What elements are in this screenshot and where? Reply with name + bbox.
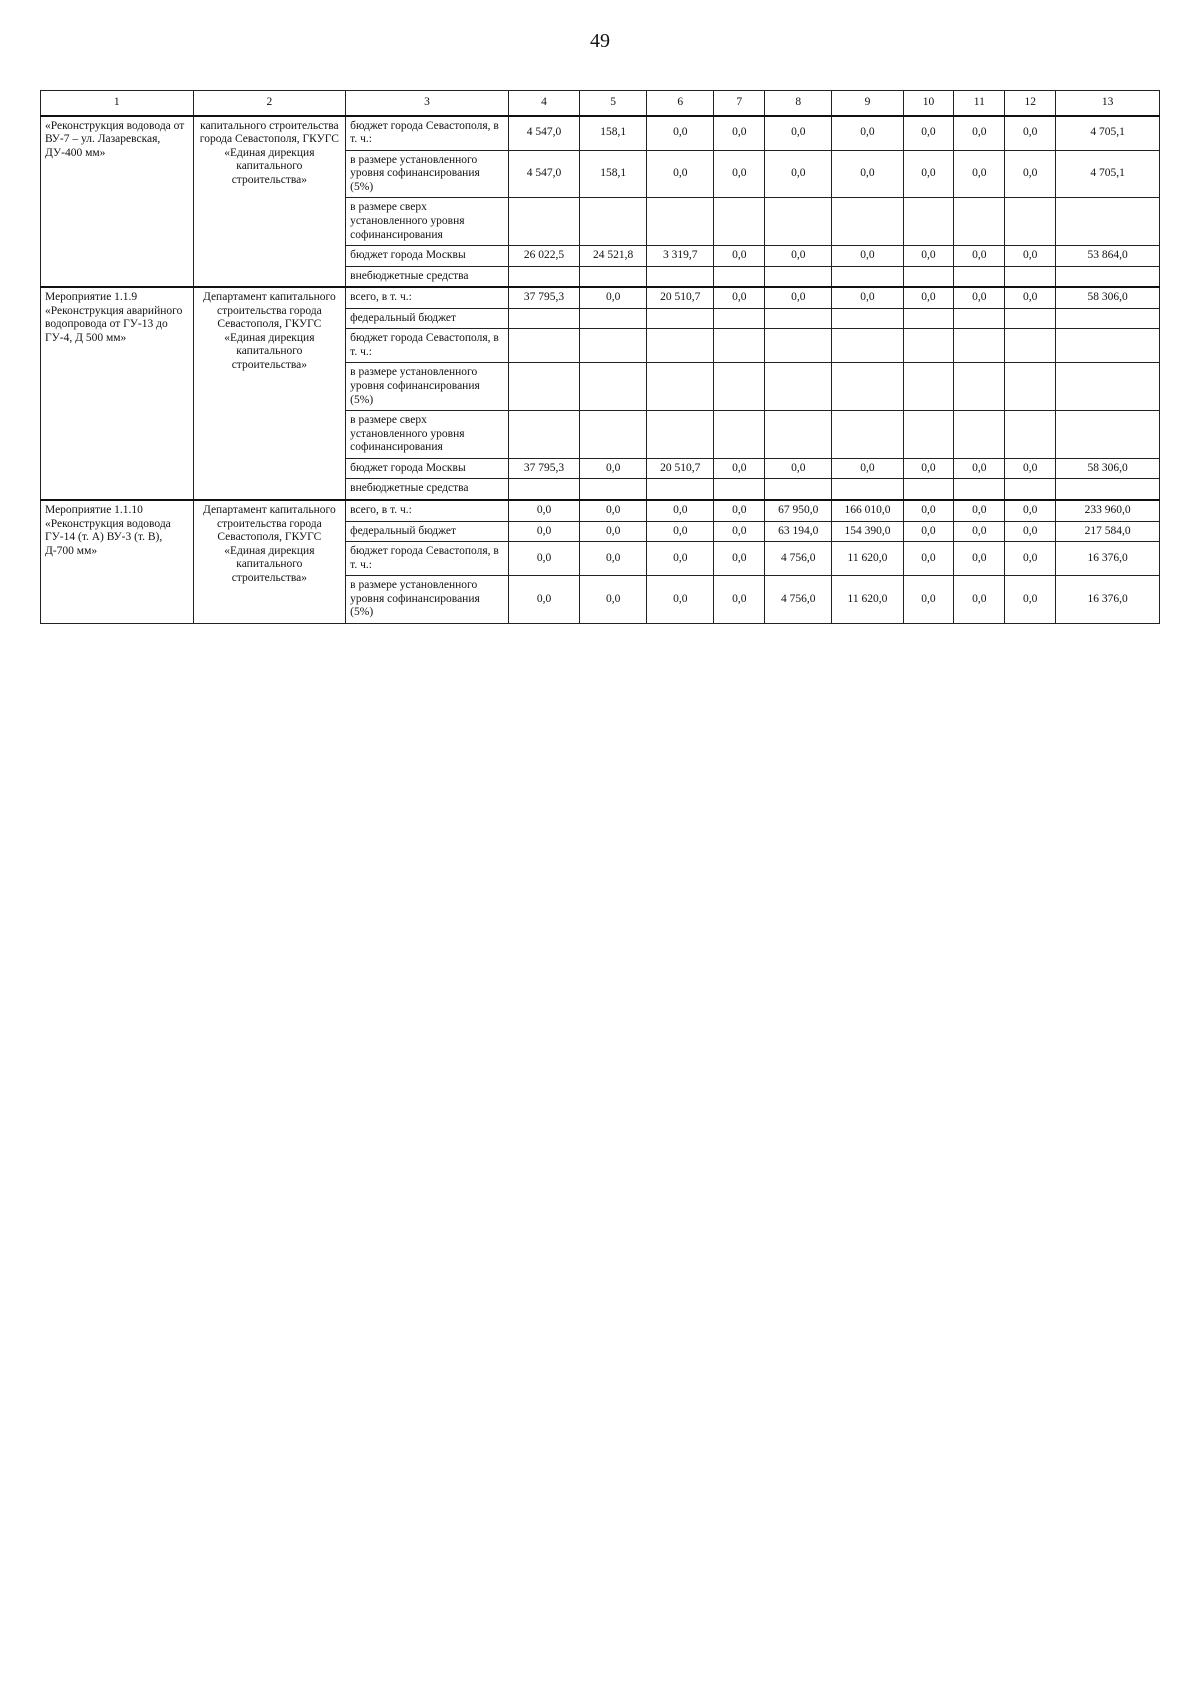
- amount-cell: 58 306,0: [1056, 287, 1160, 308]
- funding-source-cell: в размере установленного уровня софинансирования (5%): [346, 150, 509, 198]
- amount-cell: 0,0: [954, 116, 1005, 151]
- amount-cell: 0,0: [1005, 521, 1056, 542]
- amount-cell: 0,0: [508, 521, 579, 542]
- amount-cell: 0,0: [1005, 576, 1056, 624]
- amount-cell: 158,1: [580, 150, 647, 198]
- amount-cell: [714, 329, 765, 363]
- amount-cell: 0,0: [580, 500, 647, 521]
- amount-cell: 63 194,0: [765, 521, 832, 542]
- amount-cell: 0,0: [1005, 542, 1056, 576]
- amount-cell: 0,0: [954, 521, 1005, 542]
- amount-cell: 0,0: [832, 458, 903, 479]
- column-number-header: 11: [954, 91, 1005, 116]
- amount-cell: [714, 198, 765, 246]
- amount-cell: [765, 411, 832, 459]
- amount-cell: 37 795,3: [508, 458, 579, 479]
- column-number-row: [41, 91, 1160, 116]
- amount-cell: [508, 363, 579, 411]
- amount-cell: 217 584,0: [1056, 521, 1160, 542]
- amount-cell: 0,0: [714, 246, 765, 267]
- amount-cell: [903, 411, 954, 459]
- amount-cell: 20 510,7: [647, 458, 714, 479]
- amount-cell: [508, 266, 579, 287]
- amount-cell: 233 960,0: [1056, 500, 1160, 521]
- amount-cell: 0,0: [1005, 287, 1056, 308]
- amount-cell: 0,0: [1005, 246, 1056, 267]
- amount-cell: 0,0: [647, 542, 714, 576]
- funding-source-cell: внебюджетные средства: [346, 479, 509, 500]
- amount-cell: [647, 198, 714, 246]
- amount-cell: 0,0: [903, 576, 954, 624]
- amount-cell: 0,0: [954, 576, 1005, 624]
- amount-cell: [1056, 363, 1160, 411]
- amount-cell: [647, 479, 714, 500]
- amount-cell: 26 022,5: [508, 246, 579, 267]
- column-number-header: 9: [832, 91, 903, 116]
- amount-cell: [1005, 411, 1056, 459]
- amount-cell: 0,0: [954, 246, 1005, 267]
- amount-cell: [508, 411, 579, 459]
- column-number-header: 7: [714, 91, 765, 116]
- amount-cell: 0,0: [714, 576, 765, 624]
- amount-cell: 0,0: [647, 150, 714, 198]
- amount-cell: 0,0: [580, 576, 647, 624]
- amount-cell: 0,0: [714, 542, 765, 576]
- amount-cell: 0,0: [580, 458, 647, 479]
- amount-cell: [1005, 308, 1056, 329]
- amount-cell: [832, 479, 903, 500]
- amount-cell: [954, 411, 1005, 459]
- amount-cell: 4 705,1: [1056, 150, 1160, 198]
- amount-cell: 0,0: [714, 458, 765, 479]
- column-number-header: 12: [1005, 91, 1056, 116]
- amount-cell: 0,0: [647, 116, 714, 151]
- amount-cell: 0,0: [903, 246, 954, 267]
- amount-cell: 0,0: [580, 521, 647, 542]
- column-number-header: 6: [647, 91, 714, 116]
- amount-cell: [1056, 266, 1160, 287]
- amount-cell: [903, 308, 954, 329]
- amount-cell: 0,0: [903, 542, 954, 576]
- amount-cell: [765, 308, 832, 329]
- amount-cell: [647, 411, 714, 459]
- amount-cell: 0,0: [647, 521, 714, 542]
- amount-cell: [954, 329, 1005, 363]
- amount-cell: [954, 479, 1005, 500]
- amount-cell: [714, 411, 765, 459]
- amount-cell: [647, 266, 714, 287]
- amount-cell: [765, 198, 832, 246]
- amount-cell: 0,0: [1005, 150, 1056, 198]
- amount-cell: 0,0: [1005, 458, 1056, 479]
- column-number-header: 3: [346, 91, 509, 116]
- funding-source-cell: в размере сверх установленного уровня софинансирования: [346, 411, 509, 459]
- table-row: [41, 500, 1160, 521]
- amount-cell: 0,0: [580, 542, 647, 576]
- amount-cell: 0,0: [903, 150, 954, 198]
- funding-source-cell: бюджет города Севастополя, в т. ч.:: [346, 116, 509, 151]
- funding-source-cell: в размере установленного уровня софинансирования (5%): [346, 363, 509, 411]
- amount-cell: [580, 308, 647, 329]
- table-row: [41, 116, 1160, 151]
- table-row: [41, 287, 1160, 308]
- executor-cell: капитального строительства города Севастополя, ГКУГС «Единая дирекция капитального строительства»: [193, 116, 346, 288]
- amount-cell: [765, 363, 832, 411]
- amount-cell: 4 705,1: [1056, 116, 1160, 151]
- amount-cell: [1005, 479, 1056, 500]
- column-number-header: 13: [1056, 91, 1160, 116]
- amount-cell: [1056, 198, 1160, 246]
- amount-cell: 16 376,0: [1056, 542, 1160, 576]
- amount-cell: [1056, 308, 1160, 329]
- amount-cell: [832, 411, 903, 459]
- amount-cell: 0,0: [647, 576, 714, 624]
- amount-cell: 0,0: [832, 116, 903, 151]
- amount-cell: 20 510,7: [647, 287, 714, 308]
- amount-cell: 0,0: [765, 150, 832, 198]
- amount-cell: 16 376,0: [1056, 576, 1160, 624]
- amount-cell: 0,0: [1005, 500, 1056, 521]
- amount-cell: 0,0: [954, 500, 1005, 521]
- amount-cell: [1005, 363, 1056, 411]
- column-number-header: 5: [580, 91, 647, 116]
- amount-cell: [508, 479, 579, 500]
- page-number: 49: [590, 30, 610, 52]
- amount-cell: 53 864,0: [1056, 246, 1160, 267]
- amount-cell: [714, 266, 765, 287]
- amount-cell: 0,0: [714, 116, 765, 151]
- amount-cell: [580, 198, 647, 246]
- amount-cell: 0,0: [903, 458, 954, 479]
- amount-cell: 166 010,0: [832, 500, 903, 521]
- amount-cell: 0,0: [954, 150, 1005, 198]
- amount-cell: [1005, 266, 1056, 287]
- amount-cell: [765, 479, 832, 500]
- executor-cell: Департамент капитального строительства города Севастополя, ГКУГС «Единая дирекция капитального строительства»: [193, 287, 346, 500]
- amount-cell: 0,0: [714, 287, 765, 308]
- amount-cell: [580, 329, 647, 363]
- amount-cell: 154 390,0: [832, 521, 903, 542]
- amount-cell: 11 620,0: [832, 542, 903, 576]
- amount-cell: [954, 363, 1005, 411]
- amount-cell: 0,0: [765, 246, 832, 267]
- funding-source-cell: бюджет города Москвы: [346, 246, 509, 267]
- amount-cell: 11 620,0: [832, 576, 903, 624]
- amount-cell: 67 950,0: [765, 500, 832, 521]
- amount-cell: [1005, 198, 1056, 246]
- amount-cell: [580, 411, 647, 459]
- amount-cell: 0,0: [832, 150, 903, 198]
- amount-cell: 4 547,0: [508, 116, 579, 151]
- amount-cell: 4 756,0: [765, 542, 832, 576]
- amount-cell: [903, 266, 954, 287]
- amount-cell: [647, 329, 714, 363]
- measure-name-cell: «Реконструкция водовода от ВУ-7 – ул. Лазаревская, ДУ-400 мм»: [41, 116, 194, 288]
- column-number-header: 4: [508, 91, 579, 116]
- amount-cell: [954, 266, 1005, 287]
- amount-cell: 3 319,7: [647, 246, 714, 267]
- amount-cell: 0,0: [508, 542, 579, 576]
- amount-cell: [1056, 411, 1160, 459]
- funding-source-cell: в размере сверх установленного уровня софинансирования: [346, 198, 509, 246]
- amount-cell: [1005, 329, 1056, 363]
- funding-source-cell: бюджет города Севастополя, в т. ч.:: [346, 542, 509, 576]
- amount-cell: [832, 363, 903, 411]
- amount-cell: 0,0: [765, 287, 832, 308]
- amount-cell: [954, 308, 1005, 329]
- amount-cell: 37 795,3: [508, 287, 579, 308]
- funding-source-cell: всего, в т. ч.:: [346, 500, 509, 521]
- amount-cell: 0,0: [714, 500, 765, 521]
- amount-cell: 4 756,0: [765, 576, 832, 624]
- amount-cell: [903, 198, 954, 246]
- amount-cell: [1056, 329, 1160, 363]
- column-number-header: 10: [903, 91, 954, 116]
- amount-cell: [714, 363, 765, 411]
- amount-cell: [647, 308, 714, 329]
- amount-cell: 58 306,0: [1056, 458, 1160, 479]
- measure-name-cell: Мероприятие 1.1.9 «Реконструкция аварийного водопровода от ГУ-13 до ГУ-4, Д 500 мм»: [41, 287, 194, 500]
- column-number-header: 2: [193, 91, 346, 116]
- executor-cell: Департамент капитального строительства города Севастополя, ГКУГС «Единая дирекция капитального строительства»: [193, 500, 346, 623]
- funding-source-cell: внебюджетные средства: [346, 266, 509, 287]
- amount-cell: 24 521,8: [580, 246, 647, 267]
- amount-cell: [903, 479, 954, 500]
- amount-cell: 0,0: [954, 287, 1005, 308]
- amount-cell: [508, 308, 579, 329]
- table-body: [41, 116, 1160, 624]
- amount-cell: 0,0: [903, 287, 954, 308]
- funding-source-cell: в размере установленного уровня софинансирования (5%): [346, 576, 509, 624]
- amount-cell: 0,0: [714, 150, 765, 198]
- amount-cell: 0,0: [954, 458, 1005, 479]
- amount-cell: 0,0: [1005, 116, 1056, 151]
- amount-cell: [508, 198, 579, 246]
- measure-name-cell: Мероприятие 1.1.10 «Реконструкция водовода ГУ-14 (т. А) ВУ-3 (т. В), Д-700 мм»: [41, 500, 194, 623]
- financing-table: [40, 90, 1160, 624]
- amount-cell: 0,0: [903, 500, 954, 521]
- amount-cell: [903, 363, 954, 411]
- amount-cell: [647, 363, 714, 411]
- amount-cell: 0,0: [765, 458, 832, 479]
- amount-cell: [765, 266, 832, 287]
- amount-cell: 0,0: [903, 521, 954, 542]
- amount-cell: 4 547,0: [508, 150, 579, 198]
- column-number-header: 8: [765, 91, 832, 116]
- amount-cell: 0,0: [954, 542, 1005, 576]
- amount-cell: 0,0: [903, 116, 954, 151]
- amount-cell: 0,0: [832, 287, 903, 308]
- amount-cell: [714, 308, 765, 329]
- amount-cell: 0,0: [647, 500, 714, 521]
- amount-cell: [580, 363, 647, 411]
- funding-source-cell: бюджет города Севастополя, в т. ч.:: [346, 329, 509, 363]
- amount-cell: [765, 329, 832, 363]
- amount-cell: [832, 266, 903, 287]
- amount-cell: 158,1: [580, 116, 647, 151]
- funding-source-cell: всего, в т. ч.:: [346, 287, 509, 308]
- column-number-header: 1: [41, 91, 194, 116]
- amount-cell: 0,0: [832, 246, 903, 267]
- amount-cell: 0,0: [765, 116, 832, 151]
- funding-source-cell: бюджет города Москвы: [346, 458, 509, 479]
- amount-cell: [903, 329, 954, 363]
- amount-cell: [580, 266, 647, 287]
- financing-table-container: [40, 90, 1160, 624]
- amount-cell: [508, 329, 579, 363]
- amount-cell: 0,0: [508, 576, 579, 624]
- amount-cell: [580, 479, 647, 500]
- amount-cell: 0,0: [580, 287, 647, 308]
- funding-source-cell: федеральный бюджет: [346, 308, 509, 329]
- amount-cell: 0,0: [714, 521, 765, 542]
- amount-cell: 0,0: [508, 500, 579, 521]
- amount-cell: [954, 198, 1005, 246]
- amount-cell: [832, 198, 903, 246]
- funding-source-cell: федеральный бюджет: [346, 521, 509, 542]
- amount-cell: [832, 329, 903, 363]
- amount-cell: [1056, 479, 1160, 500]
- amount-cell: [832, 308, 903, 329]
- amount-cell: [714, 479, 765, 500]
